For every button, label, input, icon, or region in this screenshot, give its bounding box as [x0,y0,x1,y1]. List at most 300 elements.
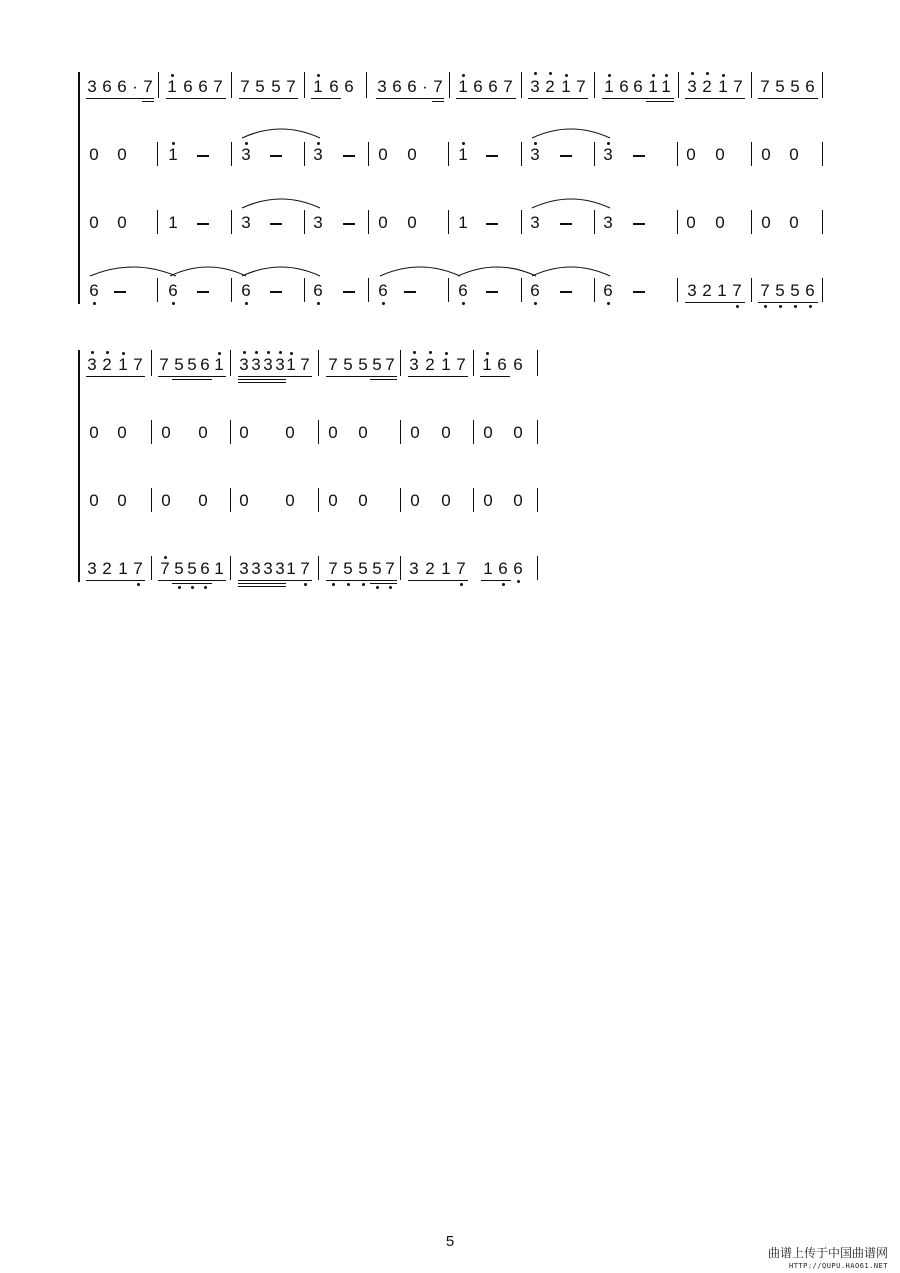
underline [326,580,397,581]
high-dot [91,351,94,354]
note: 5 [343,559,353,578]
rest: 0 [715,145,725,164]
sustain-dash [270,291,282,293]
rest: 0 [483,491,493,510]
note: 1 [168,145,178,164]
note: 1 [441,355,451,374]
high-dot [164,556,167,559]
note: 3 [241,145,251,164]
note: 2 [425,559,435,578]
low-dot [809,305,812,308]
note: 7 [300,355,310,374]
note: 3 [275,559,285,578]
measure-bar [594,72,595,98]
note: 7 [160,559,170,578]
watermark-text: 曲谱上传于中国曲谱网 [767,1246,888,1260]
sustain-dash [270,155,282,157]
low-dot [191,586,194,589]
note: 1 [168,213,178,232]
underline [238,580,312,581]
rest: 0 [198,491,208,510]
measure-bar [231,210,232,234]
underline [142,101,154,102]
high-dot [607,142,610,145]
note: 6 [407,77,417,96]
rest: 0 [407,213,417,232]
note: 3 [530,213,540,232]
measure-bar [751,210,752,234]
low-dot [502,583,505,586]
measure-bar [157,278,158,302]
underline [166,98,226,99]
rest: 0 [761,145,771,164]
slur [530,124,612,140]
note: 7 [240,77,250,96]
high-dot [317,142,320,145]
rest: 0 [117,213,127,232]
note: 1 [167,77,177,96]
high-dot [267,351,270,354]
note: 7 [732,281,742,300]
note: 3 [87,77,97,96]
measure-bar [751,142,752,166]
underline [158,376,226,377]
high-dot [255,351,258,354]
rest: 0 [161,491,171,510]
note: 2 [425,355,435,374]
measure-bar [151,556,152,580]
note: 5 [187,355,197,374]
rest: 0 [686,213,696,232]
slur [378,262,462,278]
low-dot [304,583,307,586]
low-dot [332,583,335,586]
underline [238,586,286,587]
note: 2 [102,559,112,578]
high-dot [462,142,465,145]
slur [456,262,538,278]
note: 7 [760,77,770,96]
dot-mark: · [132,77,138,96]
note: 6 [183,77,193,96]
underline [86,98,154,99]
note: 6 [805,281,815,300]
underline [238,379,286,380]
slur [240,124,322,140]
note: 5 [358,355,368,374]
measure-bar [231,72,232,98]
measure-bar [304,210,305,234]
underline [408,580,468,581]
high-dot [691,72,694,75]
measure-bar [158,72,159,98]
note: 7 [456,559,466,578]
high-dot [665,74,668,77]
measure-bar [304,278,305,302]
rest: 0 [715,213,725,232]
rest: 0 [89,491,99,510]
low-dot [794,305,797,308]
note: 1 [717,281,727,300]
system-bracket [78,350,80,582]
note: 1 [118,355,128,374]
note: 5 [187,559,197,578]
note: 3 [409,559,419,578]
note: 7 [456,355,466,374]
high-dot [445,352,448,355]
note: 2 [702,281,712,300]
measure-bar [151,488,152,512]
note: 7 [133,355,143,374]
measure-bar [594,210,595,234]
rest: 0 [358,491,368,510]
underline [238,382,286,383]
note: 5 [271,77,281,96]
underline [685,302,745,303]
note: 6 [805,77,815,96]
note: 6 [313,281,323,300]
high-dot [486,352,489,355]
measure-bar [537,420,538,444]
sustain-dash [633,291,645,293]
note: 3 [275,355,285,374]
high-dot [122,352,125,355]
high-dot [279,351,282,354]
measure-bar [448,278,449,302]
rest: 0 [239,491,249,510]
rest: 0 [328,491,338,510]
rest: 0 [513,423,523,442]
rest: 0 [441,423,451,442]
measure-bar [318,556,319,580]
note: 6 [473,77,483,96]
note: 3 [263,355,273,374]
note: 6 [530,281,540,300]
underline [86,580,145,581]
note: 7 [300,559,310,578]
low-dot [462,302,465,305]
note: 1 [483,559,493,578]
low-dot [362,583,365,586]
measure-bar [231,278,232,302]
rest: 0 [89,213,99,232]
high-dot [172,142,175,145]
sustain-dash [114,291,126,293]
measure-bar [473,350,474,376]
note: 5 [372,559,382,578]
note: 7 [733,77,743,96]
note: 1 [561,77,571,96]
rest: 0 [789,145,799,164]
underline [326,376,397,377]
underline [238,376,312,377]
note: 3 [530,77,540,96]
underline [481,580,511,581]
note: 1 [441,559,451,578]
note: 6 [498,559,508,578]
measure-bar [368,278,369,302]
sustain-dash [486,155,498,157]
sustain-dash [197,223,209,225]
low-dot [389,586,392,589]
measure-bar [751,278,752,302]
dot-mark: · [422,77,428,96]
system-bracket [78,72,80,304]
underline [685,98,745,99]
underline [408,376,468,377]
rest: 0 [410,491,420,510]
sustain-dash [560,291,572,293]
low-dot [460,583,463,586]
note: 1 [214,559,224,578]
note: 3 [377,77,387,96]
measure-bar [400,488,401,512]
underline [172,379,212,380]
note: 2 [702,77,712,96]
measure-bar [822,142,823,166]
underline [376,98,444,99]
low-dot [137,583,140,586]
note: 5 [343,355,353,374]
note: 7 [286,77,296,96]
note: 3 [603,145,613,164]
note: 1 [313,77,323,96]
page-number: 5 [445,1233,455,1250]
note: 5 [372,355,382,374]
note: 3 [239,559,249,578]
rest: 0 [483,423,493,442]
measure-bar [151,420,152,444]
note: 6 [513,355,523,374]
measure-bar [230,420,231,444]
high-dot [290,352,293,355]
rest: 0 [686,145,696,164]
measure-bar [448,210,449,234]
note: 7 [143,77,153,96]
note: 5 [174,559,184,578]
high-dot [722,74,725,77]
note: 1 [482,355,492,374]
underline [646,101,674,102]
measure-bar [521,278,522,302]
note: 3 [251,355,261,374]
note: 2 [545,77,555,96]
measure-bar [537,350,538,376]
low-dot [736,305,739,308]
note: 6 [619,77,629,96]
measure-bar [318,350,319,376]
note: 1 [458,213,468,232]
rest: 0 [161,423,171,442]
rest: 0 [410,423,420,442]
note: 6 [392,77,402,96]
note: 1 [718,77,728,96]
rest: 0 [198,423,208,442]
measure-bar [537,488,538,512]
rest: 0 [328,423,338,442]
high-dot [413,351,416,354]
sustain-dash [197,155,209,157]
note: 6 [168,281,178,300]
low-dot [607,302,610,305]
rest: 0 [117,491,127,510]
sustain-dash [343,155,355,157]
note: 3 [603,213,613,232]
measure-bar [473,488,474,512]
note: 1 [118,559,128,578]
underline [432,101,444,102]
measure-bar [594,278,595,302]
high-dot [706,72,709,75]
underline [172,583,212,584]
note: 3 [87,355,97,374]
underline [311,98,341,99]
sustain-dash [270,223,282,225]
rest: 0 [285,423,295,442]
sustain-dash [560,155,572,157]
note: 1 [648,77,658,96]
rest: 0 [89,423,99,442]
slur [530,262,612,278]
note: 5 [790,281,800,300]
rest: 0 [378,213,388,232]
note: 7 [133,559,143,578]
note: 5 [790,77,800,96]
note: 6 [200,355,210,374]
note: 6 [603,281,613,300]
low-dot [382,302,385,305]
high-dot [565,74,568,77]
low-dot [347,583,350,586]
note: 3 [239,355,249,374]
note: 7 [328,355,338,374]
site-watermark [768,1247,888,1273]
underline [758,98,818,99]
note: 7 [576,77,586,96]
underline [239,98,298,99]
low-dot [317,302,320,305]
note: 6 [633,77,643,96]
note: 6 [89,281,99,300]
slur [530,194,612,210]
measure-bar [473,420,474,444]
measure-bar [448,142,449,166]
underline [370,583,397,584]
slur [88,262,178,278]
note: 5 [174,355,184,374]
underline [158,580,226,581]
measure-bar [822,278,823,302]
measure-bar [318,488,319,512]
note: 6 [241,281,251,300]
note: 1 [458,77,468,96]
low-dot [172,302,175,305]
measure-bar [366,72,367,98]
note: 6 [329,77,339,96]
rest: 0 [407,145,417,164]
underline [370,379,397,380]
note: 5 [358,559,368,578]
measure-bar [151,350,152,376]
high-dot [534,72,537,75]
note: 7 [433,77,443,96]
sustain-dash [560,223,572,225]
rest: 0 [285,491,295,510]
low-dot [517,580,520,583]
underline [480,376,510,377]
sustain-dash [633,223,645,225]
note: 1 [604,77,614,96]
note: 3 [241,213,251,232]
low-dot [534,302,537,305]
note: 7 [385,559,395,578]
high-dot [245,142,248,145]
high-dot [317,74,320,77]
rest: 0 [378,145,388,164]
measure-bar [521,72,522,98]
note: 7 [503,77,513,96]
underline [602,98,674,99]
note: 6 [117,77,127,96]
measure-bar [230,350,231,376]
note: 3 [251,559,261,578]
measure-bar [400,350,401,376]
low-dot [178,586,181,589]
note: 6 [488,77,498,96]
note: 2 [102,355,112,374]
measure-bar [678,72,679,98]
slur [240,194,322,210]
low-dot [376,586,379,589]
measure-bar [304,142,305,166]
note: 6 [102,77,112,96]
note: 6 [458,281,468,300]
sustain-dash [404,291,416,293]
note: 7 [213,77,223,96]
note: 7 [328,559,338,578]
rest: 0 [358,423,368,442]
note: 3 [263,559,273,578]
high-dot [462,74,465,77]
note: 1 [286,559,296,578]
rest: 0 [117,423,127,442]
note: 3 [87,559,97,578]
measure-bar [677,142,678,166]
measure-bar [157,142,158,166]
low-dot [245,302,248,305]
measure-bar [594,142,595,166]
measure-bar [230,488,231,512]
low-dot [779,305,782,308]
rest: 0 [239,423,249,442]
note: 3 [313,145,323,164]
note: 6 [513,559,523,578]
high-dot [106,351,109,354]
low-dot [764,305,767,308]
measure-bar [521,210,522,234]
note: 3 [530,145,540,164]
high-dot [652,74,655,77]
underline [86,376,145,377]
sustain-dash [343,291,355,293]
measure-bar [368,210,369,234]
measure-bar [318,420,319,444]
note: 7 [159,355,169,374]
low-dot [204,586,207,589]
sustain-dash [343,223,355,225]
high-dot [534,142,537,145]
rest: 0 [117,145,127,164]
